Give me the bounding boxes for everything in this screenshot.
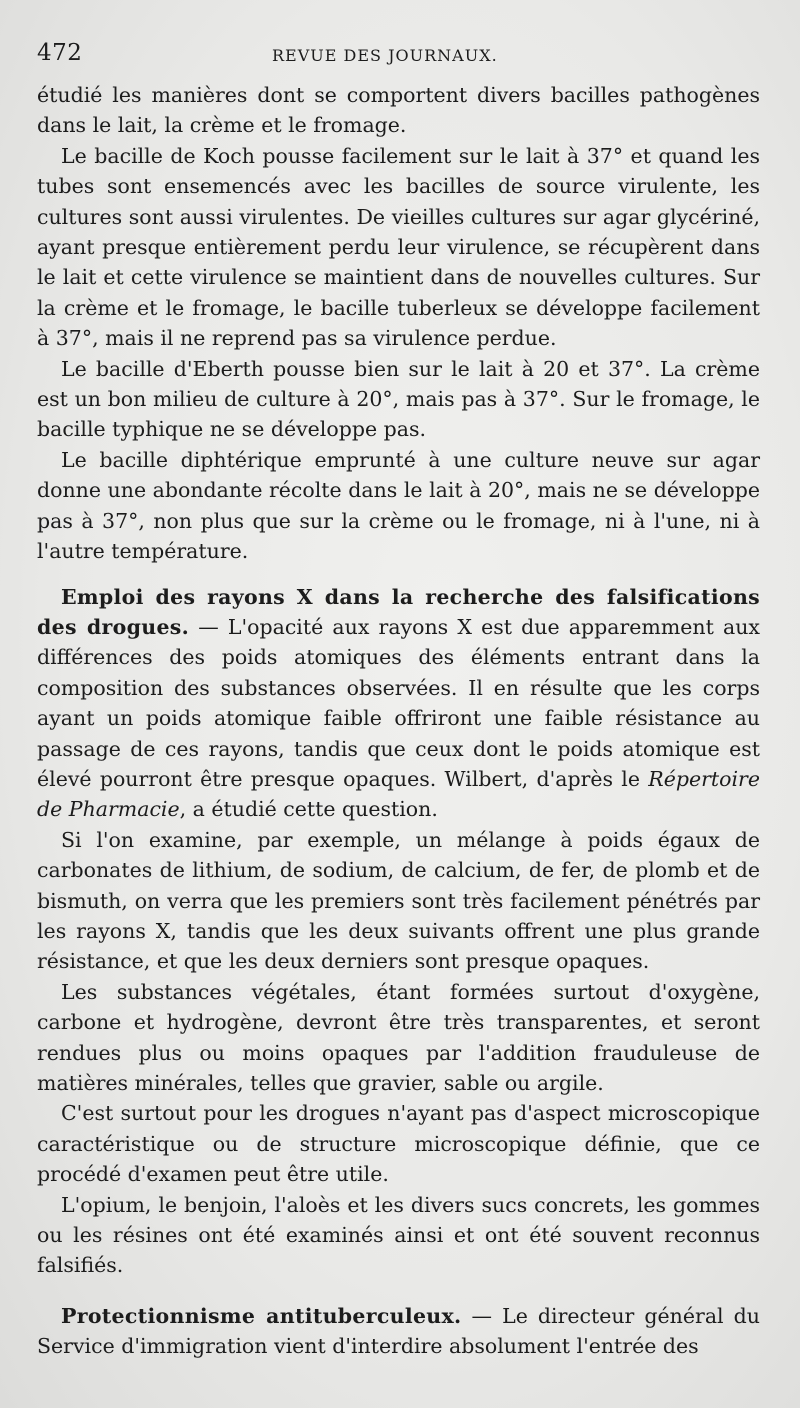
running-head [37,40,760,70]
paragraph-carbonates: Si l'on examine, par exemple, un mélange à poids égaux de carbonates de lithium, de sodium, de calcium, de fer, de plomb et de bismuth, on verra que les premiers sont très facilement pénétrés par les rayons X, tandis que les deux suivants offrent une plus grande résistance, et que les deux derniers sont presque opaques. [37,827,760,974]
paragraph-vegetales: Les substances végétales, étant formées surtout d'oxygène, carbone et hydrogène, devront être très transparentes, et seront rendues plus ou moins opaques par l'addition frauduleuse de matières minérales, telles que gravier, sable ou argile. [37,979,760,1095]
paragraph-opium: L'opium, le benjoin, l'aloès et les divers sucs concrets, les gommes ou les résines ont été examinés ainsi et ont été souvent reconnus falsifiés. [37,1192,760,1278]
source-title: Répertoire de Pharmacie [37,766,760,822]
section-protection-text: — Le directeur général du Service d'immigration vient d'interdire absolument l'entrée des [37,1303,760,1359]
paragraph-diphtheria: Le bacille diphtérique emprunté à une culture neuve sur agar donne une abondante récolte dans le lait à 20°, mais ne se développe pas à 37°, non plus que sur la crème ou le fromage, ni à l'une, ni à l'autre température. [37,447,760,564]
paragraph-eberth: Le bacille d'Eberth pousse bien sur le lait à 20 et 37°. La crème est un bon milieu de culture à 20°, mais pas à 37°. Sur le fromage, le bacille typhique ne se développe pas. [37,356,760,442]
paragraph-continuation: étudié les manières dont se comportent divers bacilles pathogènes dans le lait, la crème et le fromage. [37,83,760,138]
section-spacer [37,567,760,582]
paragraph-microscopique: C'est surtout pour les drogues n'ayant pas d'aspect microscopique caractéristique ou de structure microscopique définie, que ce procédé d'examen peut être utile. [37,1101,760,1187]
journal-title: REVUE DES JOURNAUX. [272,46,498,65]
paragraph-koch: Le bacille de Koch pousse facilement sur le lait à 37° et quand les tubes sont ensemencés avec les bacilles de source virulente, les cultures sont aussi virulentes. De vieilles cultures sur agar glycériné, ayant presque entièrement perdu leur virulence, se récupèrent dans le lait et cette virulence se maintient dans de nouvelles cultures. Sur la crème et le fromage, le bacille tuberleux se développe facilement à 37°, mais il ne reprend pas sa virulence perdue. [37,143,760,351]
section-rayons-intro [37,582,760,825]
section-spacer [37,1281,760,1301]
section-protection [37,1301,760,1362]
section-heading-rayons: Emploi des rayons X dans la recherche des falsifications des drogues. [37,584,760,639]
section-heading-protection: Protectionnisme antituberculeux. [61,1303,462,1328]
section-rayons-text-b: , a étudié cette question. [179,797,438,822]
page-number: 472 [37,40,83,66]
section-rayons-text-a: — L'opacité aux rayons X est due apparemment aux différences des poids atomiques des éléments entrant dans la composition des substances observées. Il en résulte que les corps ayant un poids atomique faible offriront une faible résistance au passage de ces rayons, tandis que ceux dont le poids atomique est élevé pourront être presque opaques. Wilbert, d'après le [37,614,760,791]
